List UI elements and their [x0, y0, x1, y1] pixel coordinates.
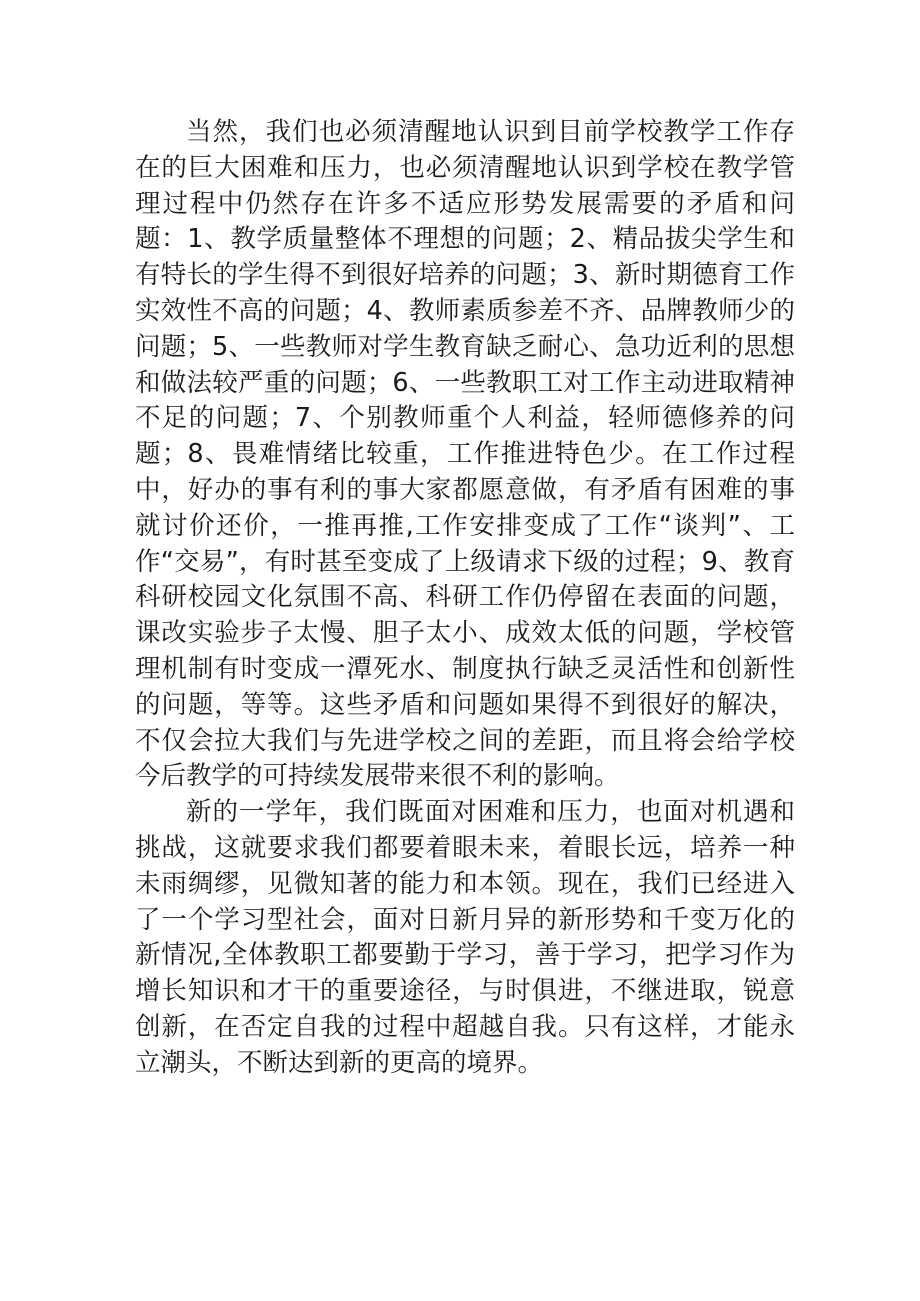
- paragraph-problems: 当然，我们也必须清醒地认识到目前学校教学工作存在的巨大困难和压力，也必须清醒地认识到学校在教学管理过程中仍然存在许多不适应形势发展需要的矛盾和问题：1、教学质量整体不理想的问题；2、精品拔尖学生和有特长的学生得不到很好培养的问题；3、新时期德育工作实效性不高的问题；4、教师素质参差不齐、品牌教师少的问题；5、一些教师对学生教育缺乏耐心、急功近利的思想和做法较严重的问题；6、一些教职工对工作主动进取精神不足的问题；7、个别教师重个人利益，轻师德修养的问题；8、畏难情绪比较重，工作推进特色少。在工作过程中，好办的事有利的事大家都愿意做，有矛盾有困难的事就讨价还价，一推再推,工作安排变成了工作“谈判”、工作“交易”，有时甚至变成了上级请求下级的过程；9、教育科研校园文化氛围不高、科研工作仍停留在表面的问题，课改实验步子太慢、胆子太小、成效太低的问题，学校管理机制有时变成一潭死水、制度执行缺乏灵活性和创新性的问题，等等。这些矛盾和问题如果得不到很好的解决，不仅会拉大我们与先进学校之间的差距，而且将会给学校今后教学的可持续发展带来很不利的影响。: [135, 117, 795, 792]
- document-body: [135, 115, 795, 1082]
- paragraph-new-school-year: 新的一学年，我们既面对困难和压力，也面对机遇和挑战，这就要求我们都要着眼未来，着眼长远，培养一种未雨绸缪，见微知著的能力和本领。现在，我们已经进入了一个学习型社会，面对日新月异的新形势和千变万化的新情况,全体教职工都要勤于学习，善于学习，把学习作为增长知识和才干的重要途径，与时俱进，不继进取，锐意创新，在否定自我的过程中超越自我。只有这样，才能永立潮头，不断达到新的更高的境界。: [135, 797, 795, 1078]
